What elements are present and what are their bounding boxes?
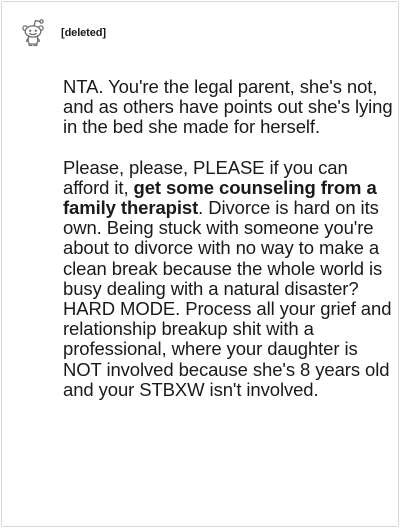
- comment-paragraph-2: [63, 158, 393, 400]
- comment-card: [1, 1, 399, 527]
- comment-author[interactable]: [deleted]: [61, 27, 106, 39]
- paragraph-2-text-end: . Divorce is hard on its own. Being stuck with someone you're about to divorce with no way to make a clean break because the whole world is busy dealing with a natural disaster? HARD MODE. Process all your grief and relationship breakup shit with a professional, where your daughter is NOT involved because she's 8 years old and your STBXW isn't involved.: [63, 197, 392, 400]
- comment-paragraph-1: NTA. You're the legal parent, she's not, and as others have points out she's lying in the bed she made for herself.: [63, 76, 393, 138]
- reddit-alien-icon: [17, 15, 49, 47]
- paragraph-2-bold-text: get some counseling from a family therapist: [63, 176, 377, 219]
- paragraph-2-text-start: Please, please, PLEASE if you can afford it,: [63, 156, 348, 198]
- comment-body: [63, 77, 393, 400]
